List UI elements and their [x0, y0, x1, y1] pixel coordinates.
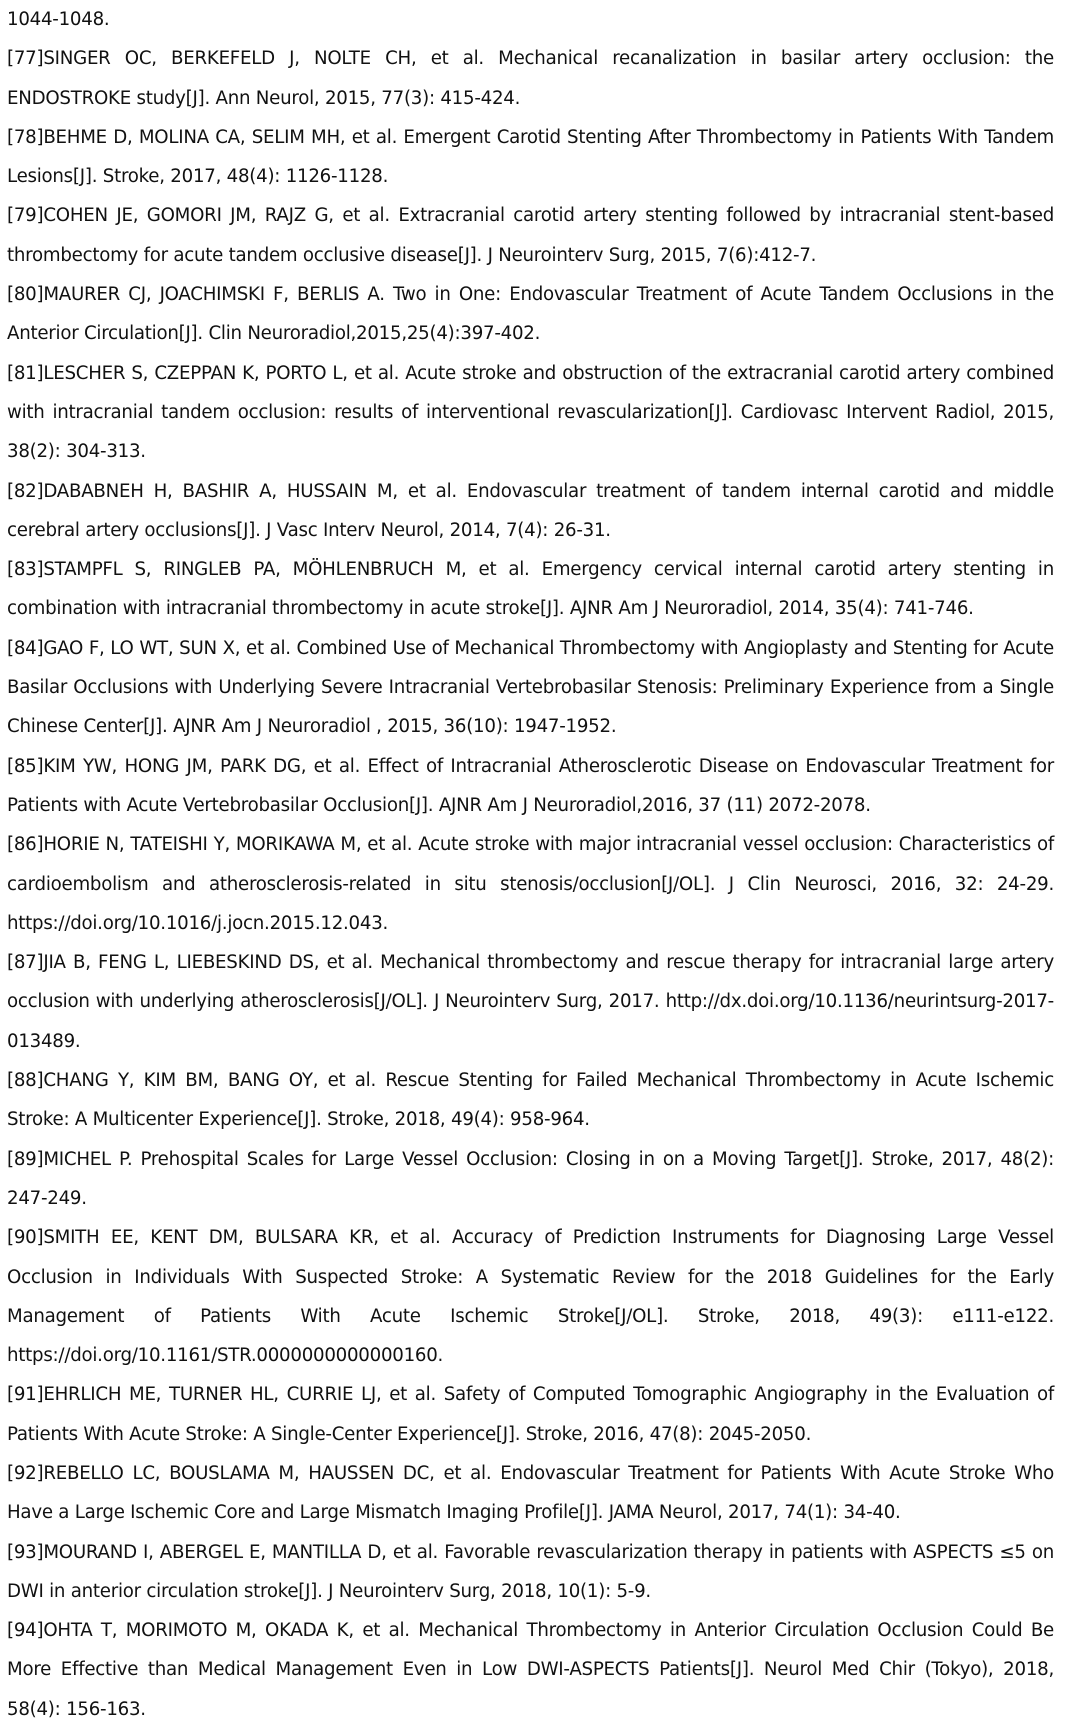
reference-93: [93]MOURAND I, ABERGEL E, MANTILLA D, et al. Favorable revascularization therapy in patients with ASPECTS ≤5 on DWI in anterior circulation stroke[J]. J Neurointerv Surg, 2018, 10(1): 5-9.	[7, 1541, 1054, 1602]
reference-78: [78]BEHME D, MOLINA CA, SELIM MH, et al. Emergent Carotid Stenting After Thrombectomy in Patients With Tandem Lesions[J]. Stroke, 2017, 48(4): 1126-1128.	[7, 126, 1054, 188]
reference-91: [91]EHRLICH ME, TURNER HL, CURRIE LJ, et al. Safety of Computed Tomographic Angiography in the Evaluation of Patients With Acute Stroke: A Single-Center Experience[J]. Stroke, 2016, 47(8): 2045-2050.	[7, 1384, 1054, 1445]
reference-94: [94]OHTA T, MORIMOTO M, OKADA K, et al. Mechanical Thrombectomy in Anterior Circulation Occlusion Could Be More Effective than Medical Management Even in Low DWI-ASPECTS Patients[J]. Neurol Med Chir (Tokyo), 2018, 58(4): 156-163.	[7, 1620, 1054, 1720]
reference-84: [84]GAO F, LO WT, SUN X, et al. Combined Use of Mechanical Thrombectomy with Angioplasty and Stenting for Acute Basilar Occlusions with Underlying Severe Intracranial Vertebrobasilar Stenosis: Preliminary Experience from a Single Chinese Center[J]. AJNR Am J Neuroradiol , 2015, 36(10): 1947-1952.	[7, 637, 1054, 738]
reference-81: [81]LESCHER S, CZEPPAN K, PORTO L, et al. Acute stroke and obstruction of the extracranial carotid artery combined with intracranial tandem occlusion: results of interventional revascularization[J]. Cardiovasc Intervent Radiol, 2015, 38(2): 304-313.	[7, 362, 1054, 463]
reference-80: [80]MAURER CJ, JOACHIMSKI F, BERLIS A. Two in One: Endovascular Treatment of Acute Tandem Occlusions in the Anterior Circulation[J]. Clin Neuroradiol,2015,25(4):397-402.	[7, 284, 1054, 345]
reference-92: [92]REBELLO LC, BOUSLAMA M, HAUSSEN DC, et al. Endovascular Treatment for Patients With Acute Stroke Who Have a Large Ischemic Core and Large Mismatch Imaging Profile[J]. JAMA Neurol, 2017, 74(1): 34-40.	[7, 1462, 1054, 1524]
reference-89: [89]MICHEL P. Prehospital Scales for Large Vessel Occlusion: Closing in on a Moving Target[J]. Stroke, 2017, 48(2): 247-249.	[7, 1148, 1054, 1209]
reference-90: [90]SMITH EE, KENT DM, BULSARA KR, et al. Accuracy of Prediction Instruments for Diagnosing Large Vessel Occlusion in Individuals With Suspected Stroke: A Systematic Review for the 2018 Guidelines for the Early Management of Patients With Acute Ischemic Stroke[J/OL]. Stroke, 2018, 49(3): e111-e122. https://doi.org/10.1161/STR.0000000000000160.	[7, 1227, 1054, 1367]
reference-continuation: 1044-1048.	[7, 9, 110, 30]
reference-79: [79]COHEN JE, GOMORI JM, RAJZ G, et al. Extracranial carotid artery stenting followed by intracranial stent-based thrombectomy for acute tandem occlusive disease[J]. J Neurointerv Surg, 2015, 7(6):412-7.	[7, 205, 1054, 266]
reference-82: [82]DABABNEH H, BASHIR A, HUSSAIN M, et al. Endovascular treatment of tandem internal carotid and middle cerebral artery occlusions[J]. J Vasc Interv Neurol, 2014, 7(4): 26-31.	[7, 480, 1054, 541]
reference-85: [85]KIM YW, HONG JM, PARK DG, et al. Effect of Intracranial Atherosclerotic Disease on Endovascular Treatment for Patients with Acute Vertebrobasilar Occlusion[J]. AJNR Am J Neuroradiol,2016, 37 (11) 2072-2078.	[7, 755, 1054, 816]
reference-86: [86]HORIE N, TATEISHI Y, MORIKAWA M, et al. Acute stroke with major intracranial vessel occlusion: Characteristics of cardioembolism and atherosclerosis-related in situ stenosis/occlusion[J/OL]. J Clin Neurosci, 2016, 32: 24-29. https://doi.org/10.1016/j.jocn.2015.12.043.	[7, 834, 1054, 934]
reference-list	[7, 0, 1054, 1729]
reference-83: [83]STAMPFL S, RINGLEB PA, MÖHLENBRUCH M, et al. Emergency cervical internal carotid artery stenting in combination with intracranial thrombectomy in acute stroke[J]. AJNR Am J Neuroradiol, 2014, 35(4): 741-746.	[7, 559, 1054, 620]
reference-88: [88]CHANG Y, KIM BM, BANG OY, et al. Rescue Stenting for Failed Mechanical Thrombectomy in Acute Ischemic Stroke: A Multicenter Experience[J]. Stroke, 2018, 49(4): 958-964.	[7, 1070, 1054, 1131]
reference-87: [87]JIA B, FENG L, LIEBESKIND DS, et al. Mechanical thrombectomy and rescue therapy for intracranial large artery occlusion with underlying atherosclerosis[J/OL]. J Neurointerv Surg, 2017. http://dx.doi.org/10.1136/neurintsurg-2017-013489.	[7, 952, 1054, 1052]
reference-77: [77]SINGER OC, BERKEFELD J, NOLTE CH, et al. Mechanical recanalization in basilar artery occlusion: the ENDOSTROKE study[J]. Ann Neurol, 2015, 77(3): 415-424.	[7, 48, 1054, 109]
